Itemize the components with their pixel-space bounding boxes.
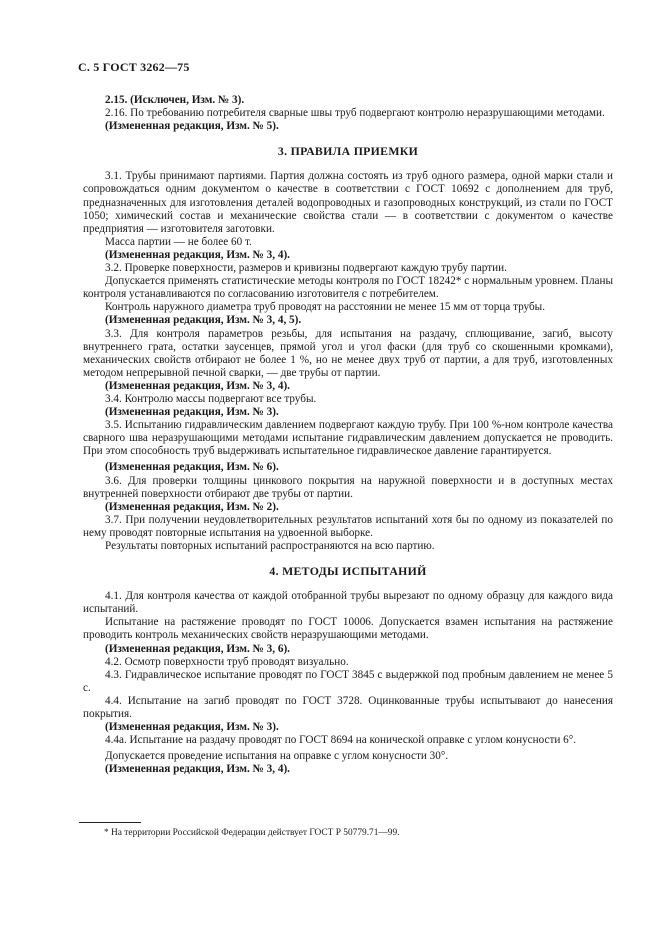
paragraph: Контроль наружного диаметра труб проводят на расстоянии не менее 15 мм от торца трубы.: [105, 301, 545, 314]
amendment-note: (Измененная редакция, Изм. № 3, 4).: [105, 763, 290, 776]
paragraph: Допускается применять статистические методы контроля по ГОСТ 18242* с нормальным уровнем. Планы контроля устанавливаются по согласованию изготовителя с потребителем.: [83, 275, 613, 301]
clause-3-6: 3.6. Для проверки толщины цинкового покрытия на наружной поверхности и в доступных местах внутренней поверхности отбирают две трубы от партии.: [83, 474, 613, 500]
page-header: С. 5 ГОСТ 3262—75: [78, 60, 190, 74]
document-body: [83, 94, 613, 777]
amendment-note: (Измененная редакция, Изм. № 3, 4).: [105, 248, 290, 261]
paragraph: Масса партии — не более 60 т.: [105, 235, 252, 248]
footnote-divider: [79, 822, 141, 823]
amendment-note: (Измененная редакция, Изм. № 3, 4).: [105, 379, 290, 392]
amendment-note: (Измененная редакция, Изм. № 2).: [105, 500, 279, 513]
section-heading-4: 4. МЕТОДЫ ИСПЫТАНИЙ: [269, 564, 427, 579]
clause-4-4: 4.4. Испытание на загиб проводят по ГОСТ 3728. Оцинкованные трубы испытывают до нанесения покрытия.: [83, 694, 613, 721]
paragraph: Испытание на растяжение проводят по ГОСТ 10006. Допускается взамен испытания на растяжение проводить контроль механических свойств неразрушающими методами.: [83, 616, 613, 642]
amendment-note: (Измененная редакция, Изм. № 3).: [105, 406, 279, 419]
paragraph: Результаты повторных испытаний распространяются на всю партию.: [105, 540, 435, 552]
clause-4-2: 4.2. Осмотр поверхности труб проводят визуально.: [105, 655, 349, 668]
clause-2-15: 2.15. (Исключен, Изм. № 3).: [105, 94, 245, 106]
clause-2-16: 2.16. По требованию потребителя сварные швы труб подвергают контролю неразрушающими методами.: [105, 107, 605, 120]
footnote: * На территории Российской Федерации действует ГОСТ Р 50779.71—99.: [104, 828, 400, 838]
clause-4-4a: 4.4а. Испытание на раздачу проводят по ГОСТ 8694 на конической оправке с углом конусности 6°.: [105, 734, 576, 747]
section-heading-3: 3. ПРАВИЛА ПРИЕМКИ: [277, 144, 419, 159]
amendment-note: (Измененная редакция, Изм. № 5).: [105, 120, 279, 133]
amendment-note: (Измененная редакция, Изм. № 3, 4, 5).: [105, 314, 302, 327]
clause-3-7: 3.7. При получении неудовлетворительных результатов испытаний хотя бы по одному из показателей по нему проводят повторные испытания на удвоенной выборке.: [83, 513, 613, 539]
clause-3-3: 3.3. Для контроля параметров резьбы, для испытания на раздачу, сплющивание, загиб, высоту внутреннего грата, остатки заусенцев, прямой угол и угол фаски (для труб со скошенными кромками), механических свойств отбирают не более 1 %, но не менее двух труб от партии, а для труб, изготовленных методом непрерывной печной сварки, — две трубы от партии.: [83, 327, 613, 379]
clause-3-1: 3.1. Трубы принимают партиями. Партия должна состоять из труб одного размера, одной марки стали и сопровождаться одним документом о качестве в соответствии с ГОСТ 10692 с дополнением для труб, предназначенных для изготовления деталей водопроводных и газопроводных конструкций, из стали по ГОСТ 1050; химический состав и механические свойства стали — в соответствии с документом о качестве предприятия — изготовителя заготовки.: [83, 170, 613, 235]
amendment-note: (Измененная редакция, Изм. № 3).: [105, 721, 279, 734]
clause-4-3: 4.3. Гидравлическое испытание проводят по ГОСТ 3845 с выдержкой под пробным давлением не менее 5 с.: [83, 668, 613, 694]
paragraph: Допускается проведение испытания на оправке с углом конусности 30°.: [105, 750, 449, 763]
clause-3-4: 3.4. Контролю массы подвергают все трубы.: [105, 392, 317, 405]
clause-3-2: 3.2. Проверке поверхности, размеров и кривизны подвергают каждую трубу партии.: [105, 262, 507, 275]
clause-3-5: 3.5. Испытанию гидравлическим давлением подвергают каждую трубу. При 100 %-ном контроле качества сварного шва неразрушающими методами испытание гидравлическим давлением допускается не проводить. При этом способность труб выдерживать испытательное гидравлическое давление гарантируется.: [83, 419, 613, 458]
amendment-note: (Измененная редакция, Изм. № 3, 6).: [105, 642, 290, 655]
amendment-note: (Измененная редакция, Изм. № 6).: [105, 461, 279, 474]
clause-4-1: 4.1. Для контроля качества от каждой отобранной трубы вырезают по одному образцу для каждого вида испытаний.: [83, 590, 613, 616]
